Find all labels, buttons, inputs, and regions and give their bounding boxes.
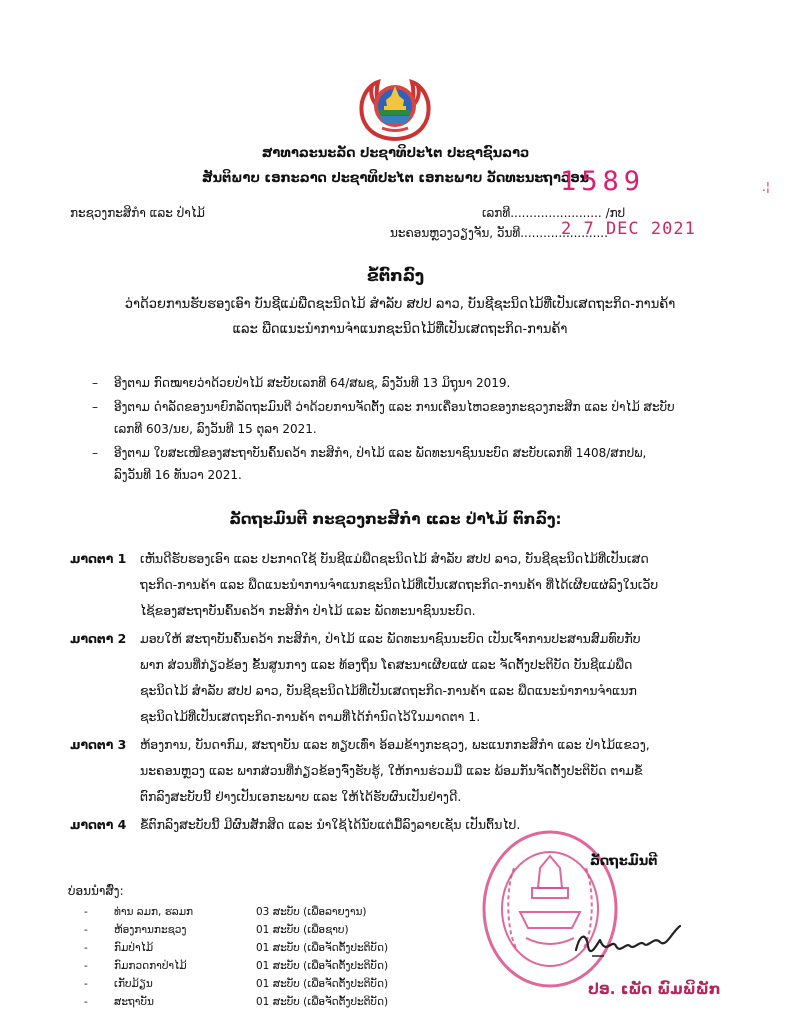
decision-heading: ລັດຖະມົນຕີ ກະຊວງກະສິກຳ ແລະ ປ່າໄມ້ ຕົກລົງ: <box>229 510 562 528</box>
reference-item <box>92 442 732 486</box>
recipient-qty: 03 ສະບັບ (ເພື່ອລາຍງານ) <box>256 906 367 918</box>
reference-text: ລົງວັນທີ 16 ທັນວາ 2021. <box>114 468 242 482</box>
signature-icon <box>570 916 690 966</box>
article-label: ມາດຕາ 4 <box>70 817 127 832</box>
handwritten-document-number: 1589 <box>560 166 646 197</box>
article-line: ຊະນິດໄມ້ທີ່ເປັນເສດຖະກິດ-ການຄ້າ ຕາມທີ່ໄດ້ກຳນົດໄວ້ໃນມາດຕາ 1. <box>140 709 481 724</box>
reference-item <box>92 396 732 440</box>
reference-text: ເລກທີ 603/ນຍ, ລົງວັນທີ 15 ຕຸລາ 2021. <box>114 422 317 436</box>
recipient-dash: - <box>84 978 88 990</box>
recipient-dash: - <box>84 996 88 1008</box>
article-line: ພາກ ສ່ວນທີ່ກ່ຽວຂ້ອງ ຂັ້ນສູນກາງ ແລະ ທ້ອງຖິ່ນ ໂຄສະນາເຜີຍແຜ່ ແລະ ຈັດຕັ້ງປະຕິບັດ ບັນຊີແມ່ພືດ <box>140 657 633 672</box>
reference-dash: – <box>92 376 98 390</box>
recipient-dash: - <box>84 906 88 918</box>
recipient-qty: 01 ສະບັບ (ເພື່ອຊາບ) <box>256 924 349 936</box>
article-label: ມາດຕາ 2 <box>70 631 127 646</box>
document-title: ຂໍ້ຕົກລົງ <box>366 266 425 285</box>
recipient-dash: - <box>84 960 88 972</box>
reference-item <box>92 372 732 394</box>
national-motto: ສັນຕິພາບ ເອກະລາດ ປະຊາທິປະໄຕ ເອກະພາບ ວັດທະນະຖາວອນ <box>201 171 590 186</box>
national-emblem-icon <box>356 76 434 142</box>
reference-dash: – <box>92 446 98 460</box>
recipient-qty: 01 ສະບັບ (ເພື່ອຈັດຕັ້ງປະຕິບັດ) <box>256 996 389 1008</box>
article-line: ໄຊ້ຂອງສະຖາບັນຄົ້ນຄວ້າ ກະສິກຳ ປ່າໄມ້ ແລະ ພັດທະນາຊົນນະບົດ. <box>140 603 476 618</box>
recipients-title: ບ່ອນນຳສົ່ງ: <box>68 884 124 898</box>
recipient-name: ເກັບມ້ຽນ <box>114 978 153 990</box>
article-1 <box>70 546 738 624</box>
document-subject <box>60 292 740 342</box>
recipient-dash: - <box>84 942 88 954</box>
republic-name: ສາທາລະນະລັດ ປະຊາທິປະໄຕ ປະຊາຊົນລາວ <box>261 146 530 161</box>
reference-text: ອີງຕາມ ດຳລັດຂອງນາຍົກລັດຖະມົນຕີ ວ່າດ້ວຍການຈັດຕັ້ງ ແລະ ການເຄື່ອນໄຫວຂອງກະຊວງກະສິກ ແລະ ປ່າໄມ້ ສະບັບ <box>114 400 675 414</box>
subject-line: ແລະ ພືດແນະນຳການຈຳແນກຊະນິດໄມ້ທີ່ເປັນເສດຖະກິດ-ການຄ້າ <box>232 322 568 337</box>
article-label: ມາດຕາ 1 <box>70 551 127 566</box>
article-3 <box>70 732 738 810</box>
article-line: ຊະນິດໄມ້ ສຳລັບ ສປປ ລາວ, ບັນຊີຊະນິດໄມ້ທີ່ເປັນເສດຖະກິດ-ການຄ້າ ແລະ ພືດແນະນຳການຈຳແນກ <box>140 683 637 698</box>
recipient-name: ສະຖາບັນ <box>114 996 154 1008</box>
reference-text: ອີງຕາມ ໃບສະເໜີຂອງສະຖາບັນຄົ້ນຄວ້າ ກະສິກຳ, ປ່າໄມ້ ແລະ ພັດທະນາຊົນນະບົດ ສະບັບເລກທີ 1408/ສກປພ, <box>114 446 647 460</box>
ministry-name: ກະຊວງກະສິກຳ ແລະ ປ່າໄມ້ <box>70 206 205 220</box>
article-line: ຕົກລົງສະບັບນີ້ ຢ່າງເປັນເອກະພາບ ແລະ ໃຫ້ໄດ້ຮັບຜົນເປັນຢ່າງດີ. <box>140 789 462 804</box>
article-line: ຂໍ້ຕົກລົງສະບັບນີ້ ມີຜົນສັກສິດ ແລະ ນຳໃຊ້ໄດ້ນັບແຕ່ມື້ລົງລາຍເຊັນ ເປັນຕົ້ນໄປ. <box>140 817 521 832</box>
date-stamp: 2 7 DEC 2021 <box>561 219 696 239</box>
recipient-qty: 01 ສະບັບ (ເພື່ອຈັດຕັ້ງປະຕິບັດ) <box>256 978 389 990</box>
reference-text: ອີງຕາມ ກົດໝາຍວ່າດ້ວຍປ່າໄມ້ ສະບັບເລກທີ 64/ສພຊ, ລົງວັນທີ 13 ມິຖຸນາ 2019. <box>114 376 511 390</box>
document-number-line: ເລກທີ........................ /ກປ <box>482 206 626 220</box>
article-4 <box>70 812 738 838</box>
article-line: ມອບໃຫ້ ສະຖາບັນຄົ້ນຄວ້າ ກະສິກຳ, ປ່າໄມ້ ແລະ ພັດທະນາຊົນນະບົດ ເປັນເຈົ້າການປະສານສົມທົບກັບ <box>140 631 641 646</box>
recipient-qty: 01 ສະບັບ (ເພື່ອຈັດຕັ້ງປະຕິບັດ) <box>256 942 389 954</box>
article-line: ເຫັນດີຮັບຮອງເອົາ ແລະ ປະກາດໃຊ້ ບັນຊີແມ່ພືດຊະນິດໄມ້ ສຳລັບ ສປປ ລາວ, ບັນຊີຊະນິດໄມ້ທີ່ເປັນເສດ <box>140 551 649 566</box>
signatory-title: ລັດຖະມົນຕີ <box>590 854 658 869</box>
article-line: ຫ້ອງການ, ບັນດາກົມ, ສະຖາບັນ ແລະ ທຽບເທົ່າ ອ້ອມຂ້າງກະຊວງ, ພະແນກກະສິກຳ ແລະ ປ່າໄມ້ແຂວງ, <box>140 737 650 752</box>
recipient-dash: - <box>84 924 88 936</box>
recipient-name: ກົມປ່າໄມ້ <box>114 942 154 954</box>
article-line: ຖະກິດ-ການຄ້າ ແລະ ພືດແນະນຳການຈຳແນກຊະນິດໄມ້ທີ່ເປັນເສດຖະກິດ-ການຄ້າ ທີ່ໄດ້ເຜີຍແຜ່ລົງໃນເວັບ <box>140 577 659 592</box>
article-2 <box>70 626 738 730</box>
recipient-name: ກົມກວດກາປ່າໄມ້ <box>114 960 187 972</box>
reference-dash: – <box>92 400 98 414</box>
article-label: ມາດຕາ 3 <box>70 737 127 752</box>
recipient-qty: 01 ສະບັບ (ເພື່ອຈັດຕັ້ງປະຕິບັດ) <box>256 960 389 972</box>
corner-mark: .¦ <box>762 180 770 194</box>
references-list <box>92 372 732 488</box>
subject-line: ວ່າດ້ວຍການຮັບຮອງເອົາ ບັນຊີແມ່ພືດຊະນິດໄມ້ ສຳລັບ ສປປ ລາວ, ບັນຊີຊະນິດໄມ້ທີ່ເປັນເສດຖະກິດ-ການຄ້າ <box>124 297 676 312</box>
recipient-name: ທ່ານ ລມກ, ຮລມກ <box>114 906 194 918</box>
signer-name: ປອ. ເພັດ ພົມພິພັກ <box>588 980 721 998</box>
recipient-name: ຫ້ອງການກະຊວງ <box>114 924 187 936</box>
article-line: ນະຄອນຫຼວງ ແລະ ພາກສ່ວນທີ່ກ່ຽວຂ້ອງຈົ່ງຮັບຮູ້, ໃຫ້ການຮ່ວມມື ແລະ ພ້ອມກັນຈັດຕັ້ງປະຕິບັດ ຕາມຂໍ້ <box>140 763 643 778</box>
date-line: ນະຄອນຫຼວງວຽງຈັນ, ວັນທີ....................... <box>390 226 608 240</box>
